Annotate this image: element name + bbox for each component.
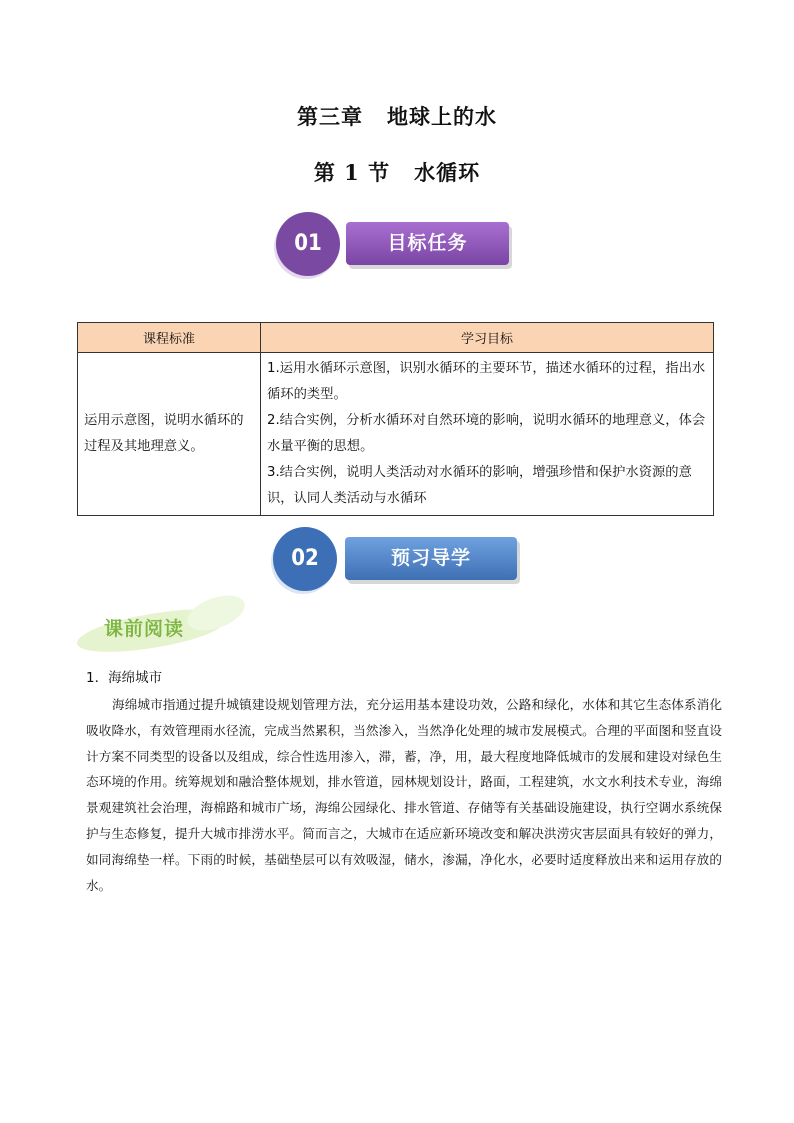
goal-item: 1.运用水循环示意图，识别水循环的主要环节，描述水循环的过程，指出水循环的类型。 [267, 361, 706, 402]
section-name: 水循环 [414, 160, 481, 185]
article-title: 1．海绵城市 [86, 670, 163, 686]
header-standard: 课程标准 [78, 323, 261, 353]
article-body: 海绵城市指通过提升城镇建设规划管理方法，充分运用基本建设功效，公路和绿化，水体和其它生态体系消化吸收降水，有效管理雨水径流，完成当然累积，当然渗入，当然净化处理的城市发展模式。合理的平面图和竖直设计方案不同类型的设备以及组成，综合性选用渗入，滞，蓄，净，用，最大程度地降低城市的发展和建设对绿色生态环境的作用。统筹规划和融洽整体规划，排水管道，园林规划设计，路面，工程建筑，水文水利技术专业，海绵景观建筑社会治理，海棉路和城市广场，海绵公园绿化、排水管道、存储等有关基础设施建设，执行空调水系统保护与生态修复，提升大城市排涝水平。简而言之，大城市在适应新环境改变和解决洪涝灾害层面具有较好的弹力，如同海绵垫一样。下雨的时候，基础垫层可以有效吸湿，储水，渗漏，净化水，必要时适度释放出来和运用存放的水。 [86, 697, 722, 893]
preview-banner-label: 预习导学 [345, 537, 517, 580]
table-header-row [78, 323, 714, 353]
chapter-name: 地球上的水 [387, 104, 497, 129]
preview-banner-number: 02 [273, 527, 337, 591]
chapter-number: 第三章 [297, 104, 363, 129]
goals-banner-number: 01 [276, 212, 340, 276]
section-title [0, 157, 794, 187]
goals-banner-label: 目标任务 [346, 222, 509, 265]
standard-cell: 运用示意图，说明水循环的过程及其地理意义。 [78, 353, 261, 516]
table-row [78, 353, 714, 516]
reading-label: 课前阅读 [104, 618, 185, 640]
goals-cell [261, 353, 714, 516]
chapter-title [0, 101, 794, 131]
reading-heading [68, 596, 268, 654]
goal-item: 3.结合实例，说明人类活动对水循环的影响，增强珍惜和保护水资源的意识，认同人类活动与水循环 [267, 465, 692, 506]
section-number: 第 1 节 [313, 160, 391, 185]
curriculum-table [77, 322, 714, 516]
goal-item: 2.结合实例，分析水循环对自然环境的影响，说明水循环的地理意义，体会水量平衡的思想。 [267, 413, 706, 454]
header-goals: 学习目标 [261, 323, 714, 353]
